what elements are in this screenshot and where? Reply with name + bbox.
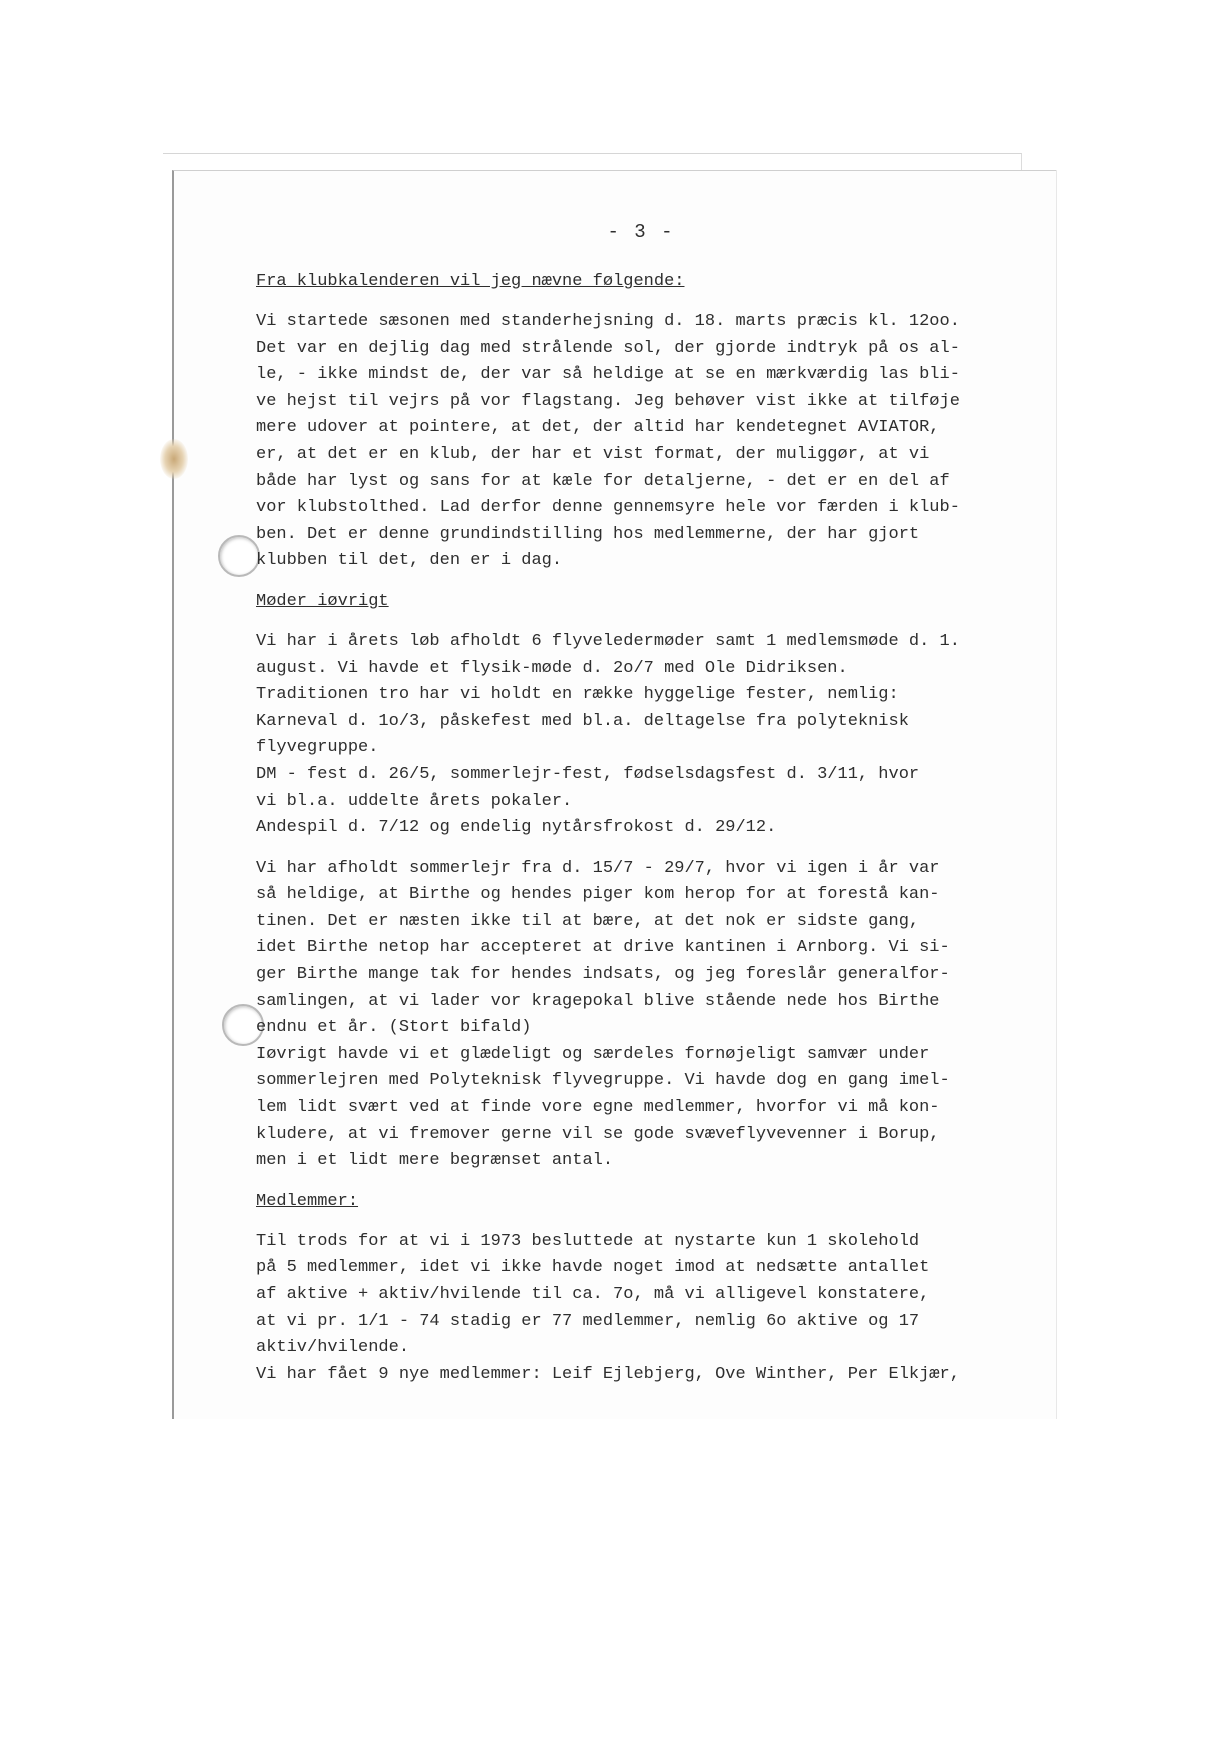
- text-line: sommerlejren med Polyteknisk flyvegruppe. Vi havde dog en gang imel-: [256, 1071, 950, 1091]
- text-line: ger Birthe mange tak for hendes indsats, og jeg foreslår generalfor-: [256, 965, 950, 985]
- text-line: at vi pr. 1/1 - 74 stadig er 77 medlemmer, nemlig 6o aktive og 17: [256, 1311, 920, 1331]
- paragraph: [256, 629, 1026, 842]
- text-line: Iøvrigt havde vi et glædeligt og særdeles fornøjeligt samvær under: [256, 1044, 930, 1064]
- text-line: samlingen, at vi lader vor kragepokal blive stående nede hos Birthe: [256, 991, 940, 1011]
- text-line: Til trods for at vi i 1973 besluttede at nystarte kun 1 skolehold: [256, 1231, 920, 1251]
- paragraph: [256, 856, 1026, 1175]
- text-line: vor klubstolthed. Lad derfor denne gennemsyre hele vor færden i klub-: [256, 498, 960, 518]
- text-line: af aktive + aktiv/hvilende til ca. 7o, må vi alligevel konstatere,: [256, 1285, 930, 1304]
- section: [256, 1189, 1026, 1389]
- punch-hole-top: [218, 535, 260, 577]
- text-line: Karneval d. 1o/3, påskefest med bl.a. deltagelse fra polyteknisk: [256, 711, 909, 731]
- text-line: le, - ikke mindst de, der var så heldige at se en mærkværdig las bli-: [256, 365, 960, 385]
- text-line: så heldige, at Birthe og hendes piger kom herop for at forestå kan-: [256, 885, 940, 905]
- rust-stain: [160, 439, 188, 479]
- text-line: både har lyst og sans for at kæle for detaljerne, - det er en del af: [256, 471, 950, 491]
- text-line: lem lidt svært ved at finde vore egne medlemmer, hvorfor vi må kon-: [256, 1098, 940, 1118]
- text-line: Det var en dejlig dag med strålende sol, der gjorde indtryk på os al-: [256, 338, 960, 358]
- text-line: DM - fest d. 26/5, sommerlejr-fest, fødselsdagsfest d. 3/11, hvor: [256, 764, 920, 784]
- text-line: tinen. Det er næsten ikke til at bære, at det nok er sidste gang,: [256, 911, 920, 931]
- paragraph: [256, 1229, 1026, 1389]
- text-line: er, at det er en klub, der har et vist format, der muliggør, at vi: [256, 444, 930, 464]
- text-line: Vi har fået 9 nye medlemmer: Leif Ejlebjerg, Ove Winther, Per Elkjær,: [256, 1364, 960, 1384]
- text-line: Vi har i årets løb afholdt 6 flyveledermøder samt 1 medlemsmøde d. 1.: [256, 631, 960, 651]
- text-line: mere udover at pointere, at det, der altid har kendetegnet AVIATOR,: [256, 418, 940, 438]
- text-line: endnu et år. (Stort bifald): [256, 1018, 532, 1038]
- text-line: vi bl.a. uddelte årets pokaler.: [256, 791, 573, 811]
- sections-container: [256, 269, 1026, 1388]
- section-heading: Møder iøvrigt: [256, 591, 389, 611]
- text-line: august. Vi havde et flysik-møde d. 2o/7 med Ole Didriksen.: [256, 658, 848, 678]
- text-line: aktiv/hvilende.: [256, 1338, 410, 1358]
- text-line: på 5 medlemmer, idet vi ikke havde noget imod at nedsætte antallet: [256, 1258, 930, 1278]
- typewritten-text: [256, 221, 1026, 1402]
- section-heading: Fra klubkalenderen vil jeg nævne følgende:: [256, 272, 685, 291]
- text-line: kludere, at vi fremover gerne vil se gode svæveflyvevenner i Borup,: [256, 1124, 940, 1144]
- text-line: Vi startede sæsonen med standerhejsning d. 18. marts præcis kl. 12oo.: [256, 312, 960, 331]
- paragraph: [256, 309, 1026, 575]
- text-line: klubben til det, den er i dag.: [256, 551, 563, 571]
- text-line: idet Birthe netop har accepteret at drive kantinen i Arnborg. Vi si-: [256, 938, 950, 958]
- page-number: - 3 -: [607, 221, 675, 243]
- section-heading: Medlemmer:: [256, 1191, 359, 1211]
- section: [256, 589, 1026, 1175]
- text-line: flyvegruppe.: [256, 738, 379, 758]
- text-line: ben. Det er denne grundindstilling hos medlemmerne, der har gjort: [256, 524, 920, 544]
- text-line: Vi har afholdt sommerlejr fra d. 15/7 - 29/7, hvor vi igen i år var: [256, 858, 940, 878]
- text-line: Traditionen tro har vi holdt en række hyggelige fester, nemlig:: [256, 685, 899, 705]
- text-line: Andespil d. 7/12 og endelig nytårsfrokost d. 29/12.: [256, 818, 777, 838]
- text-line: ve hejst til vejrs på vor flagstang. Jeg behøver vist ikke at tilføje: [256, 391, 960, 411]
- section: [256, 269, 1026, 575]
- text-line: men i et lidt mere begrænset antal.: [256, 1151, 614, 1171]
- document-page: [172, 170, 1056, 1419]
